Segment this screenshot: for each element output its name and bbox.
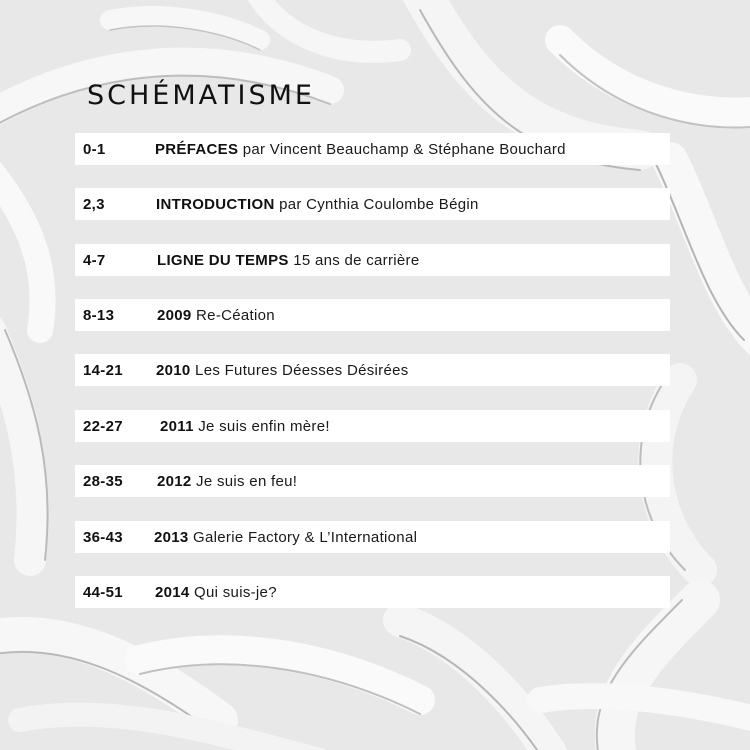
toc-text: par Cynthia Coulombe Bégin [279, 195, 479, 213]
toc-row [75, 244, 670, 276]
page-range: 8-13 [83, 306, 115, 324]
toc-row [75, 576, 670, 608]
page-range: 44-51 [83, 583, 123, 601]
toc-entry [155, 584, 277, 601]
page-range: 4-7 [83, 251, 106, 269]
toc-heading: PRÉFACES [155, 140, 239, 158]
toc-entry [157, 252, 420, 269]
toc-row [75, 521, 670, 553]
toc-text: Je suis en feu! [196, 472, 298, 490]
toc-row [75, 188, 670, 220]
page-title: SCHÉMATISME [87, 80, 315, 111]
toc-heading: 2014 [155, 583, 190, 601]
toc-row [75, 133, 670, 165]
toc-entry [154, 529, 417, 546]
page-range: 14-21 [83, 361, 123, 379]
toc-heading: 2013 [154, 528, 189, 546]
page-range: 28-35 [83, 472, 123, 490]
toc-text: Les Futures Déesses Désirées [195, 361, 409, 379]
toc-entry [156, 362, 409, 379]
page-range: 22-27 [83, 417, 123, 435]
toc-entry [157, 307, 275, 324]
toc-heading: 2011 [160, 417, 194, 435]
toc-heading: 2009 [157, 306, 192, 324]
page-range: 2,3 [83, 195, 105, 213]
toc-entry [157, 473, 297, 490]
page-range: 36-43 [83, 528, 123, 546]
toc-text: Je suis enfin mère! [198, 417, 330, 435]
toc-heading: 2012 [157, 472, 192, 490]
toc-row [75, 299, 670, 331]
toc-entry [156, 196, 479, 213]
toc-row [75, 410, 670, 442]
toc-text: 15 ans de carrière [293, 251, 420, 269]
toc-text: Galerie Factory & L’International [193, 528, 418, 546]
toc-text: par Vincent Beauchamp & Stéphane Bouchard [242, 140, 566, 158]
toc-heading: INTRODUCTION [156, 195, 275, 213]
toc-entry [155, 141, 566, 158]
toc-heading: 2010 [156, 361, 191, 379]
toc-row [75, 465, 670, 497]
toc-text: Re-Céation [196, 306, 275, 324]
toc-text: Qui suis-je? [194, 583, 277, 601]
page-range: 0-1 [83, 140, 106, 158]
toc-heading: LIGNE DU TEMPS [157, 251, 289, 269]
toc-entry [160, 418, 330, 435]
toc-row [75, 354, 670, 386]
